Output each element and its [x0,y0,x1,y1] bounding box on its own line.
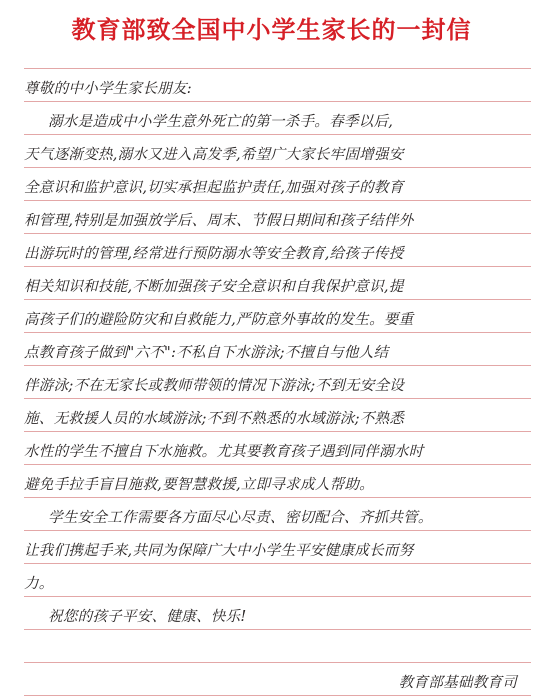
paragraph-line: 避免手拉手盲目施救,要智慧救援,立即寻求成人帮助。 [24,476,374,493]
salutation: 尊敬的中小学生家长朋友: [24,80,192,97]
paragraph-line: 学生安全工作需要各方面尽心尽责、密切配合、齐抓共管。 [48,509,433,526]
paragraph-line: 施、无救援人员的水域游泳;不到不熟悉的水域游泳;不熟悉 [24,410,405,427]
letter-title: 教育部致全国中小学生家长的一封信 [71,16,472,44]
paragraph-line: 让我们携起手来,共同为保障广大中小学生平安健康成长而努 [24,542,414,559]
paragraph-line: 相关知识和技能,不断加强孩子安全意识和自我保护意识,提 [24,278,404,295]
paragraph-line: 溺水是造成中小学生意外死亡的第一杀手。春季以后, [48,113,394,130]
paragraph-line: 全意识和监护意识,切实承担起监护责任,加强对孩子的教育 [24,179,404,196]
paragraph-line: 水性的学生不擅自下水施救。尤其要教育孩子遇到同伴溺水时 [24,443,424,460]
rule-line [24,68,531,69]
closing-wish: 祝您的孩子平安、健康、快乐! [48,608,247,625]
paragraph-line: 高孩子们的避险防灾和自救能力,严防意外事故的发生。要重 [24,311,414,328]
paragraph-line: 力。 [24,575,54,592]
blank-line [24,635,531,665]
paragraph-line: 伴游泳;不在无家长或教师带领的情况下游泳;不到无安全设 [24,377,405,394]
signature: 教育部基础教育司 [398,674,517,691]
paragraph-line: 出游玩时的管理,经常进行预防溺水等安全教育,给孩子传授 [24,245,404,262]
paragraph-line: 点教育孩子做到"六不":不私自下水游泳;不擅自与他人结 [24,344,389,361]
paragraph-line: 和管理,特别是加强放学后、周末、节假日期间和孩子结伴外 [24,212,414,229]
paragraph-line: 天气逐渐变热,溺水又进入高发季,希望广大家长牢固增强安 [24,146,404,163]
